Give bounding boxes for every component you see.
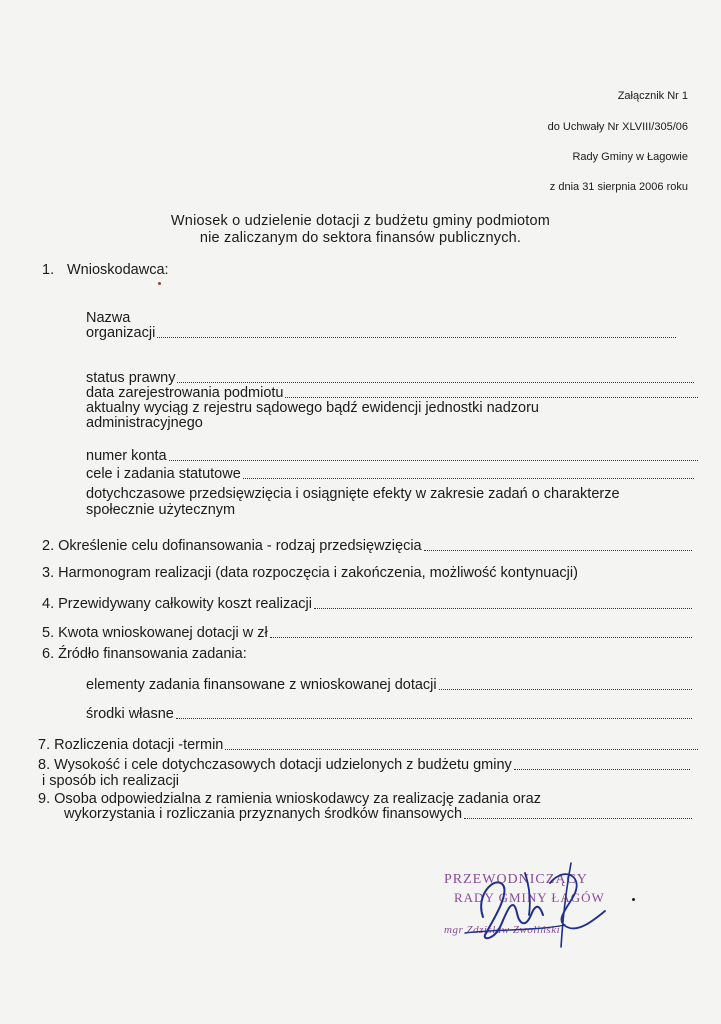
item-2 [42, 538, 692, 554]
stamp-council: RADY GMINY ŁAGÓW [454, 890, 605, 905]
field-status-label: status prawny [86, 370, 176, 386]
item-7-label: 7. Rozliczenia dotacji -termin [38, 737, 224, 753]
item-9b-label: wykorzystania i rozliczania przyznanych środków finansowych [64, 806, 463, 822]
field-konto-label: numer konta [86, 448, 167, 464]
section-1-number: 1. [42, 262, 55, 278]
item-6b-label: środki własne [86, 706, 174, 722]
attachment-number: Załącznik Nr 1 [617, 90, 688, 102]
resolution-date: z dnia 31 sierpnia 2006 roku [549, 181, 688, 193]
item-9: 9. Osoba odpowiedzialna z ramienia wnioskodawcy za realizację zadania oraz [38, 791, 541, 807]
ink-dot [632, 898, 635, 901]
fill-line [514, 768, 690, 770]
item-5 [42, 625, 692, 641]
stamp-name: mgr Zdzisław Zwoliński [444, 924, 561, 936]
item-6a-label: elementy zadania finansowane z wnioskowanej dotacji [86, 677, 437, 693]
item-8 [38, 757, 690, 773]
field-cele-label: cele i zadania statutowe [86, 466, 241, 482]
handwritten-signature [455, 855, 625, 955]
field-organizacji [86, 325, 676, 341]
fill-line [176, 717, 692, 719]
field-numer-konta [86, 448, 698, 464]
item-5-label: 5. Kwota wnioskowanej dotacji w zł [42, 625, 268, 641]
fill-line [314, 607, 692, 609]
item-7 [38, 737, 698, 753]
resolution-number: do Uchwały Nr XLVIII/305/06 [547, 121, 688, 133]
item-6a [86, 677, 692, 693]
item-6: 6. Źródło finansowania zadania: [42, 646, 247, 662]
item-2-label: 2. Określenie celu dofinansowania - rodzaj przedsięwzięcia [42, 538, 422, 554]
title-line-2: nie zaliczanym do sektora finansów publicznych. [199, 230, 522, 246]
item-6b [86, 706, 692, 722]
fill-line [225, 748, 698, 750]
title-line-1: Wniosek o udzielenie dotacji z budżetu gminy podmiotom [170, 213, 551, 229]
field-nazwa-label: Nazwa [86, 310, 131, 326]
fill-line [285, 396, 698, 398]
field-wyciag-line-1: aktualny wyciąg z rejestru sądowego bądź ewidencji jednostki nadzoru [86, 400, 539, 416]
item-8-label: 8. Wysokość i cele dotychczasowych dotacji udzielonych z budżetu gminy [38, 757, 512, 773]
field-wyciag-line-2: administracyjnego [86, 415, 203, 431]
item-8-line-2: i sposób ich realizacji [42, 773, 180, 789]
fill-line [177, 381, 694, 383]
fill-line [157, 336, 676, 338]
field-przedsiewziecia-line-2: społecznie użytecznym [86, 502, 236, 518]
fill-line [439, 688, 692, 690]
stamp-title: PRZEWODNICZĄCY [444, 872, 588, 887]
document-title [0, 213, 721, 247]
fill-line [243, 477, 694, 479]
council-name: Rady Gminy w Łagowie [572, 151, 688, 163]
item-9-line-2 [64, 806, 692, 822]
field-status-prawny [86, 370, 694, 386]
fill-line [169, 459, 698, 461]
item-4 [42, 596, 692, 612]
fill-line [424, 549, 692, 551]
field-cele-statutowe [86, 466, 694, 482]
field-przedsiewziecia-line-1: dotychczasowe przedsięwzięcia i osiągnięte efekty w zakresie zadań o charakterze [86, 486, 620, 502]
item-4-label: 4. Przewidywany całkowity koszt realizacji [42, 596, 312, 612]
field-data-rejestracji [86, 385, 698, 401]
fill-line [270, 636, 692, 638]
ink-mark [158, 282, 161, 285]
field-data-rej-label: data zarejestrowania podmiotu [86, 385, 284, 401]
fill-line [464, 817, 692, 819]
field-organizacji-label: organizacji [86, 325, 156, 341]
section-1-label: Wnioskodawca: [67, 262, 169, 278]
item-3: 3. Harmonogram realizacji (data rozpoczęcia i zakończenia, możliwość kontynuacji) [42, 565, 578, 581]
